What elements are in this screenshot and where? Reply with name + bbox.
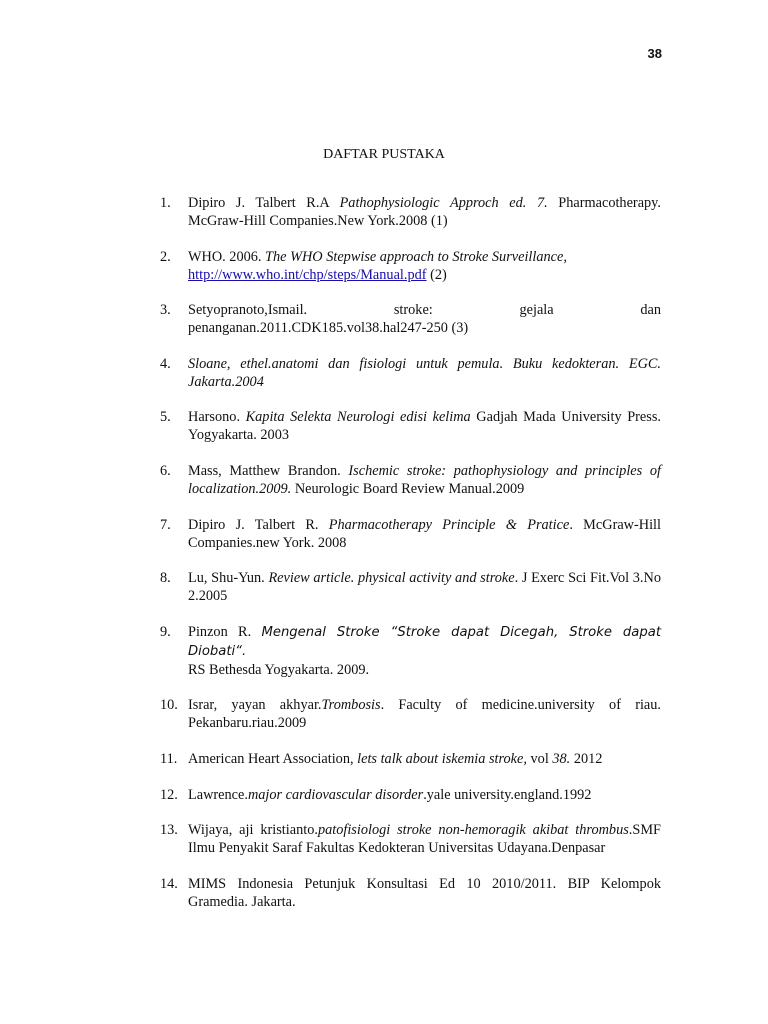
reference-source: penanganan.2011.CDK185.vol38.hal247-250 (3) — [188, 320, 469, 337]
reference-item — [160, 821, 661, 857]
reference-author: Dipiro J. Talbert R. — [188, 516, 329, 533]
reference-item — [160, 696, 661, 732]
reference-title: patofisiologi stroke non-hemoragik akibat thrombus — [317, 822, 629, 839]
reference-number: 1. — [160, 195, 171, 211]
reference-author: Lu, Shu-Yun. — [188, 570, 269, 587]
reference-title: The WHO Stepwise approach to Stroke Surveillance, — [265, 248, 567, 265]
reference-first-line — [188, 301, 661, 319]
reference-source: Neurologic Board Review Manual.2009 — [291, 480, 525, 497]
reference-source: vol — [526, 750, 553, 767]
reference-author: Dipiro J. Talbert R.A — [188, 195, 340, 211]
page-title: DAFTAR PUSTAKA — [323, 147, 445, 162]
reference-item — [160, 355, 661, 391]
reference-item — [160, 623, 661, 679]
reference-year: 2012 — [570, 750, 603, 767]
page-number: 38 — [647, 46, 662, 61]
reference-text: MIMS Indonesia Petunjuk Konsultasi Ed 10 2010/2011. BIP Kelompok Gramedia. Jakarta. — [188, 875, 661, 910]
reference-number: 7. — [160, 516, 171, 533]
reference-item — [160, 408, 661, 444]
reference-number: 8. — [160, 570, 171, 587]
reference-title: Review article. physical activity and stroke — [268, 570, 515, 587]
reference-title: Trombosis — [321, 697, 381, 714]
reference-title: Pathophysiologic Approch ed. 7. — [339, 195, 548, 211]
reference-source: .yale university.england.1992 — [423, 786, 592, 803]
reference-item — [160, 750, 661, 768]
reference-title: major cardiovascular disorder — [247, 786, 424, 803]
reference-author: Mass, Matthew Brandon. — [188, 462, 349, 479]
reference-number: 6. — [160, 462, 171, 479]
reference-author: Setyopranoto,Ismail. — [188, 302, 308, 319]
reference-title: Sloane, ethel.anatomi dan fisiologi untuk pemula. Buku kedokteran. EGC. Jakarta.2004 — [188, 355, 661, 390]
reference-item — [160, 786, 661, 804]
reference-author: WHO. 2006. — [188, 248, 266, 265]
reference-source: . J Exerc Sci Fit.Vol 3.No 2.2005 — [188, 570, 661, 605]
reference-item — [160, 462, 661, 498]
reference-number: 9. — [160, 623, 171, 640]
reference-author: Harsono. — [188, 409, 246, 426]
reference-title: lets talk about iskemia stroke, — [357, 750, 527, 767]
reference-number: 14. — [160, 875, 178, 892]
reference-title: Ischemic stroke: pathophysiology and principles of localization.2009. — [188, 462, 661, 497]
reference-source: RS Bethesda Yogyakarta. 2009. — [188, 661, 370, 678]
reference-author: Lawrence. — [188, 786, 248, 803]
reference-title: Pharmacotherapy Principle & Pratice — [328, 516, 570, 533]
reference-source: (2) — [426, 266, 447, 283]
reference-word: dan — [640, 302, 661, 319]
reference-number: 10. — [160, 697, 178, 714]
reference-author: Wijaya, aji kristianto. — [188, 822, 318, 839]
reference-word: stroke: — [393, 302, 433, 319]
reference-source: Pharmacotherapy. McGraw-Hill Companies.New York.2008 (1) — [188, 195, 661, 229]
reference-title: Mengenal Stroke “Stroke dapat Dicegah, Stroke dapat Diobati“. — [188, 624, 661, 659]
reference-volume: 38. — [552, 750, 571, 767]
reference-source: . Faculty of medicine.university of riau. Pekanbaru.riau.2009 — [188, 697, 661, 732]
reference-source: Gadjah Mada University Press. Yogyakarta. 2003 — [188, 409, 661, 444]
reference-item — [160, 516, 661, 552]
reference-word: gejala — [519, 302, 554, 319]
reference-number: 2. — [160, 248, 171, 265]
reference-item — [160, 569, 661, 605]
reference-number: 13. — [160, 822, 178, 839]
reference-author: American Heart Association, — [188, 750, 358, 767]
reference-number: 11. — [160, 750, 178, 767]
reference-item — [160, 875, 661, 911]
reference-number: 3. — [160, 302, 171, 319]
reference-number: 4. — [160, 355, 171, 372]
reference-item — [160, 301, 661, 337]
reference-author: Israr, yayan akhyar. — [188, 697, 322, 714]
reference-item — [160, 194, 661, 230]
reference-title: Kapita Selekta Neurologi edisi kelima — [245, 409, 471, 426]
reference-link[interactable]: http://www.who.int/chp/steps/Manual.pdf — [188, 266, 427, 283]
reference-list — [160, 194, 661, 928]
reference-number: 5. — [160, 409, 171, 426]
reference-number: 12. — [160, 786, 178, 803]
reference-source: .SMF Ilmu Penyakit Saraf Fakultas Kedokteran Universitas Udayana.Denpasar — [188, 822, 661, 857]
reference-author: Pinzon R. — [188, 623, 262, 640]
reference-item — [160, 248, 661, 284]
reference-source: . McGraw-Hill Companies.new York. 2008 — [188, 516, 661, 551]
